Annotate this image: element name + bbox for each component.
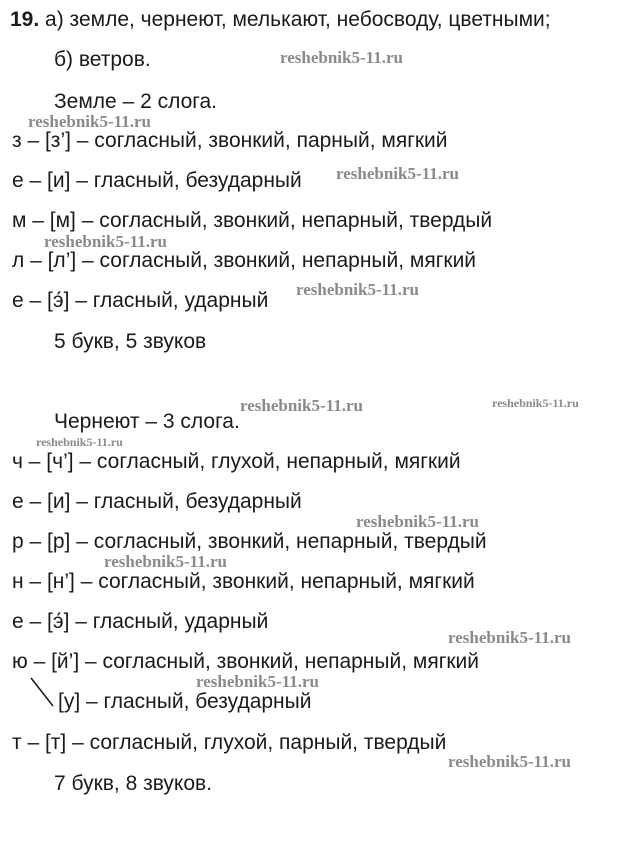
task-number: 19.	[10, 8, 40, 31]
word1-summary: 5 букв, 5 звуков	[54, 330, 207, 353]
word1-row: з – [з’] – согласный, звонкий, парный, мягкий	[12, 129, 448, 152]
word2-row: ю – [й’] – согласный, звонкий, непарный, мягкий	[12, 650, 480, 673]
branch-line-icon	[28, 676, 58, 712]
word2-summary: 7 букв, 8 звуков.	[54, 772, 213, 795]
word2-row: ч – [ч’] – согласный, глухой, непарный, мягкий	[12, 450, 461, 473]
watermark: reshebnik5-11.ru	[28, 112, 151, 131]
word1-row: е – [и] – гласный, безударный	[12, 169, 302, 192]
task-line-b: б) ветров.	[54, 48, 151, 71]
word2-row: р – [р] – согласный, звонкий, непарный, твердый	[12, 530, 487, 553]
watermark: reshebnik5-11.ru	[492, 396, 579, 410]
word1-row: л – [л’] – согласный, звонкий, непарный, мягкий	[12, 249, 477, 272]
watermark: reshebnik5-11.ru	[280, 48, 403, 67]
watermark: reshebnik5-11.ru	[104, 552, 227, 571]
watermark: reshebnik5-11.ru	[448, 752, 571, 771]
watermark: reshebnik5-11.ru	[336, 164, 459, 183]
watermark: reshebnik5-11.ru	[448, 628, 571, 647]
watermark: reshebnik5-11.ru	[44, 232, 167, 251]
task-line-a	[10, 8, 551, 32]
word2-heading: Чернеют – 3 слога.	[54, 410, 240, 433]
word2-row-extra-sound: [у] – гласный, безударный	[58, 690, 312, 713]
word2-row: е – [и] – гласный, безударный	[12, 490, 302, 513]
word2-row: т – [т] – согласный, глухой, парный, твердый	[12, 731, 447, 754]
word2-row: н – [н’] – согласный, звонкий, непарный, мягкий	[12, 570, 475, 593]
watermark: reshebnik5-11.ru	[356, 512, 479, 531]
watermark: reshebnik5-11.ru	[240, 396, 363, 415]
word1-row: м – [м] – согласный, звонкий, непарный, твердый	[12, 209, 493, 232]
watermark: reshebnik5-11.ru	[296, 280, 419, 299]
watermark: reshebnik5-11.ru	[36, 435, 123, 449]
word2-row: е – [э́] – гласный, ударный	[12, 610, 269, 633]
task-words-a: а) земле, чернеют, мелькают, небосводу, цветными;	[45, 8, 551, 31]
word1-row: е – [э́] – гласный, ударный	[12, 289, 269, 312]
watermark: reshebnik5-11.ru	[196, 672, 319, 691]
word1-heading: Земле – 2 слога.	[54, 90, 217, 113]
